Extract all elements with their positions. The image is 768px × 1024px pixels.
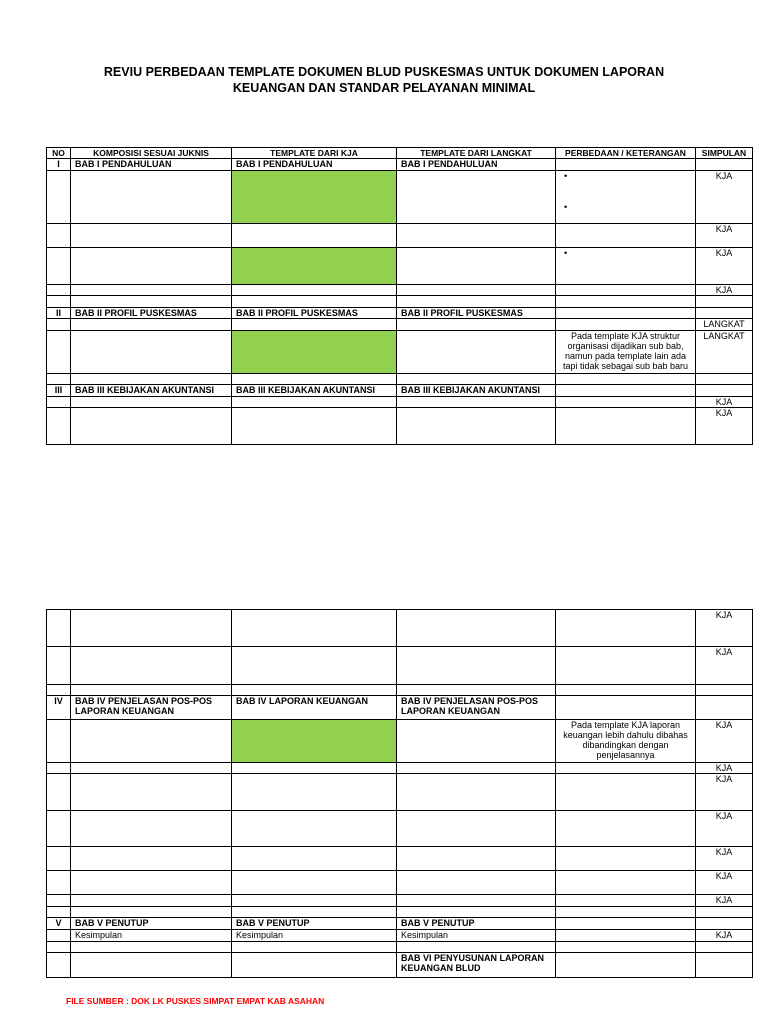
simpulan-cell: [696, 953, 753, 978]
kja-cell: BAB II PROFIL PUSKESMAS: [232, 308, 397, 319]
keterangan-cell: [556, 224, 696, 248]
table-row: [47, 610, 753, 647]
keterangan-cell: [556, 774, 696, 811]
table-row: [47, 331, 753, 374]
juknis-cell: BAB I PENDAHULUAN: [71, 159, 232, 171]
table-row: [47, 918, 753, 930]
kja-cell: [232, 610, 397, 647]
juknis-cell: [71, 610, 232, 647]
row-no: III: [47, 385, 71, 397]
simpulan-cell: KJA: [696, 763, 753, 774]
simpulan-cell: KJA: [696, 397, 753, 408]
langkat-cell: [397, 871, 556, 895]
juknis-cell: [71, 685, 232, 696]
juknis-cell: [71, 871, 232, 895]
table-row: [47, 871, 753, 895]
table-row: [47, 397, 753, 408]
table-row: [47, 308, 753, 319]
row-no: [47, 847, 71, 871]
langkat-cell: [397, 811, 556, 847]
kja-cell-highlight: [232, 720, 397, 763]
header-langkat: TEMPLATE DARI LANGKAT: [397, 148, 556, 159]
langkat-cell: [397, 720, 556, 763]
title-line-2: KEUANGAN DAN STANDAR PELAYANAN MINIMAL: [232, 81, 536, 95]
kja-cell: [232, 907, 397, 918]
kja-cell: [232, 647, 397, 685]
juknis-cell: [71, 319, 232, 331]
juknis-cell: [71, 296, 232, 308]
juknis-cell: [71, 907, 232, 918]
langkat-cell: [397, 942, 556, 953]
row-no: II: [47, 308, 71, 319]
juknis-cell: [71, 397, 232, 408]
langkat-cell: BAB II PROFIL PUSKESMAS: [397, 308, 556, 319]
keterangan-cell: [556, 763, 696, 774]
langkat-cell: [397, 895, 556, 907]
keterangan-cell: [556, 647, 696, 685]
simpulan-cell: [696, 942, 753, 953]
langkat-cell: [397, 285, 556, 296]
langkat-cell: [397, 397, 556, 408]
juknis-cell: [71, 847, 232, 871]
juknis-cell: [71, 408, 232, 445]
keterangan-cell: [556, 918, 696, 930]
row-no: [47, 763, 71, 774]
title-line-1: REVIU PERBEDAAN TEMPLATE DOKUMEN BLUD PUSKESMAS UNTUK DOKUMEN LAPORAN: [103, 65, 665, 79]
langkat-cell: [397, 224, 556, 248]
row-no: [47, 610, 71, 647]
kja-cell: BAB V PENUTUP: [232, 918, 397, 930]
kja-cell: [232, 374, 397, 385]
simpulan-cell: LANGKAT: [696, 319, 753, 331]
simpulan-cell: [696, 685, 753, 696]
row-no: [47, 374, 71, 385]
table-row: [47, 285, 753, 296]
table-row: [47, 774, 753, 811]
simpulan-cell: [696, 159, 753, 171]
table-row: [47, 248, 753, 285]
keterangan-cell: [556, 248, 696, 285]
kja-cell: BAB IV LAPORAN KEUANGAN: [232, 696, 397, 720]
langkat-cell: [397, 171, 556, 224]
kja-cell: Kesimpulan: [232, 930, 397, 942]
keterangan-cell: [556, 319, 696, 331]
keterangan-cell: [556, 408, 696, 445]
keterangan-cell: [556, 308, 696, 319]
row-no: V: [47, 918, 71, 930]
simpulan-cell: KJA: [696, 408, 753, 445]
juknis-cell: [71, 895, 232, 907]
table-row: [47, 319, 753, 331]
simpulan-cell: [696, 296, 753, 308]
table-header-row: [47, 148, 753, 159]
simpulan-cell: KJA: [696, 224, 753, 248]
kja-cell: BAB I PENDAHULUAN: [232, 159, 397, 171]
kja-cell: [232, 296, 397, 308]
langkat-cell: BAB VI PENYUSUNAN LAPORAN KEUANGAN BLUD: [397, 953, 556, 978]
juknis-cell: [71, 942, 232, 953]
langkat-cell: [397, 847, 556, 871]
langkat-cell: Kesimpulan: [397, 930, 556, 942]
keterangan-cell: [556, 296, 696, 308]
keterangan-cell: [556, 397, 696, 408]
kja-cell: [232, 685, 397, 696]
header-no: NO: [47, 148, 71, 159]
keterangan-cell: [556, 685, 696, 696]
kja-cell: [232, 871, 397, 895]
langkat-cell: [397, 408, 556, 445]
keterangan-cell: [556, 696, 696, 720]
kja-cell: BAB III KEBIJAKAN AKUNTANSI: [232, 385, 397, 397]
table-row: [47, 763, 753, 774]
juknis-cell: [71, 285, 232, 296]
row-no: [47, 319, 71, 331]
row-no: [47, 774, 71, 811]
simpulan-cell: KJA: [696, 610, 753, 647]
juknis-cell: [71, 374, 232, 385]
table-row: [47, 847, 753, 871]
juknis-cell: [71, 811, 232, 847]
langkat-cell: BAB III KEBIJAKAN AKUNTANSI: [397, 385, 556, 397]
simpulan-cell: KJA: [696, 930, 753, 942]
row-no: [47, 408, 71, 445]
kja-cell: [232, 847, 397, 871]
row-no: [47, 930, 71, 942]
juknis-cell: [71, 171, 232, 224]
row-no: [47, 685, 71, 696]
juknis-cell: [71, 774, 232, 811]
keterangan-note-struktur: Pada template KJA struktur organisasi dijadikan sub bab, namun pada template lain ada tapi tidak sebagai sub bab baru: [556, 331, 696, 374]
keterangan-cell: [556, 871, 696, 895]
juknis-cell: BAB IV PENJELASAN POS-POS LAPORAN KEUANGAN: [71, 696, 232, 720]
juknis-cell: [71, 720, 232, 763]
langkat-cell: BAB I PENDAHULUAN: [397, 159, 556, 171]
table-row: [47, 895, 753, 907]
kja-cell: [232, 319, 397, 331]
keterangan-cell: [556, 171, 696, 224]
langkat-cell: [397, 907, 556, 918]
table-row: [47, 408, 753, 445]
keterangan-cell: [556, 907, 696, 918]
table-row: [47, 685, 753, 696]
langkat-cell: BAB V PENUTUP: [397, 918, 556, 930]
juknis-cell: [71, 248, 232, 285]
keterangan-cell: [556, 374, 696, 385]
comparison-table-bottom: [46, 609, 753, 978]
simpulan-cell: KJA: [696, 647, 753, 685]
keterangan-cell: [556, 285, 696, 296]
header-kja: TEMPLATE DARI KJA: [232, 148, 397, 159]
row-no: [47, 647, 71, 685]
simpulan-cell: KJA: [696, 285, 753, 296]
juknis-cell: [71, 763, 232, 774]
table-row: [47, 930, 753, 942]
table-row: [47, 907, 753, 918]
row-no: [47, 397, 71, 408]
source-footer: FILE SUMBER : DOK LK PUSKES SIMPAT EMPAT KAB ASAHAN: [66, 996, 325, 1006]
kja-cell: [232, 408, 397, 445]
langkat-cell: [397, 763, 556, 774]
juknis-cell: Kesimpulan: [71, 930, 232, 942]
simpulan-cell: [696, 918, 753, 930]
table-row: [47, 374, 753, 385]
header-simpulan: SIMPULAN: [696, 148, 753, 159]
kja-cell-highlight: [232, 171, 397, 224]
kja-cell: [232, 285, 397, 296]
row-no: [47, 224, 71, 248]
keterangan-cell: [556, 811, 696, 847]
langkat-cell: [397, 647, 556, 685]
simpulan-cell: LANGKAT: [696, 331, 753, 374]
langkat-cell: [397, 296, 556, 308]
table-row: [47, 159, 753, 171]
table-row: [47, 224, 753, 248]
table-row: [47, 296, 753, 308]
kja-cell: [232, 895, 397, 907]
keterangan-cell: [556, 385, 696, 397]
kja-cell: [232, 763, 397, 774]
juknis-cell: [71, 224, 232, 248]
keterangan-cell: [556, 930, 696, 942]
table-row: [47, 647, 753, 685]
juknis-cell: [71, 647, 232, 685]
simpulan-cell: [696, 308, 753, 319]
document-title: [0, 64, 768, 96]
simpulan-cell: KJA: [696, 895, 753, 907]
langkat-cell: [397, 374, 556, 385]
bullet-2: •: [564, 202, 568, 212]
kja-cell: [232, 811, 397, 847]
table-row: [47, 942, 753, 953]
row-no: [47, 953, 71, 978]
keterangan-cell: [556, 847, 696, 871]
juknis-cell: BAB III KEBIJAKAN AKUNTANSI: [71, 385, 232, 397]
row-no: [47, 895, 71, 907]
langkat-cell: [397, 248, 556, 285]
row-no: [47, 811, 71, 847]
kja-cell: [232, 774, 397, 811]
row-no: [47, 285, 71, 296]
kja-cell: [232, 942, 397, 953]
row-no: I: [47, 159, 71, 171]
simpulan-cell: KJA: [696, 171, 753, 224]
langkat-cell: [397, 685, 556, 696]
keterangan-cell: [556, 953, 696, 978]
juknis-cell: BAB V PENUTUP: [71, 918, 232, 930]
langkat-cell: [397, 331, 556, 374]
simpulan-cell: KJA: [696, 774, 753, 811]
simpulan-cell: [696, 907, 753, 918]
simpulan-cell: [696, 385, 753, 397]
simpulan-cell: KJA: [696, 811, 753, 847]
keterangan-note-laporan: Pada template KJA laporan keuangan lebih dahulu dibahas dibandingkan dengan penjelasannya: [556, 720, 696, 763]
row-no: [47, 296, 71, 308]
keterangan-cell: [556, 942, 696, 953]
kja-cell-highlight: [232, 248, 397, 285]
bullet-3: •: [564, 248, 568, 258]
simpulan-cell: KJA: [696, 248, 753, 285]
simpulan-cell: [696, 374, 753, 385]
header-juknis: KOMPOSISI SESUAI JUKNIS: [71, 148, 232, 159]
comparison-table-top: [46, 147, 753, 445]
bullet-1: •: [564, 171, 568, 181]
row-no: [47, 871, 71, 895]
row-no: [47, 720, 71, 763]
keterangan-cell: [556, 159, 696, 171]
juknis-cell: [71, 331, 232, 374]
langkat-cell: [397, 319, 556, 331]
row-no: [47, 331, 71, 374]
langkat-cell: [397, 774, 556, 811]
table-row: [47, 385, 753, 397]
header-keterangan: PERBEDAAN / KETERANGAN: [556, 148, 696, 159]
row-no: [47, 248, 71, 285]
table-row: [47, 720, 753, 763]
table-row: [47, 171, 753, 224]
table-row: [47, 811, 753, 847]
juknis-cell: [71, 953, 232, 978]
simpulan-cell: [696, 696, 753, 720]
simpulan-cell: KJA: [696, 720, 753, 763]
row-no: [47, 171, 71, 224]
keterangan-cell: [556, 895, 696, 907]
table-row: [47, 696, 753, 720]
simpulan-cell: KJA: [696, 871, 753, 895]
keterangan-cell: [556, 610, 696, 647]
row-no: [47, 907, 71, 918]
row-no: [47, 942, 71, 953]
kja-cell: [232, 397, 397, 408]
row-no: IV: [47, 696, 71, 720]
simpulan-cell: KJA: [696, 847, 753, 871]
langkat-cell: [397, 610, 556, 647]
kja-cell: [232, 224, 397, 248]
table-row: [47, 953, 753, 978]
kja-cell-highlight: [232, 331, 397, 374]
langkat-cell: BAB IV PENJELASAN POS-POS LAPORAN KEUANGAN: [397, 696, 556, 720]
juknis-cell: BAB II PROFIL PUSKESMAS: [71, 308, 232, 319]
kja-cell: [232, 953, 397, 978]
